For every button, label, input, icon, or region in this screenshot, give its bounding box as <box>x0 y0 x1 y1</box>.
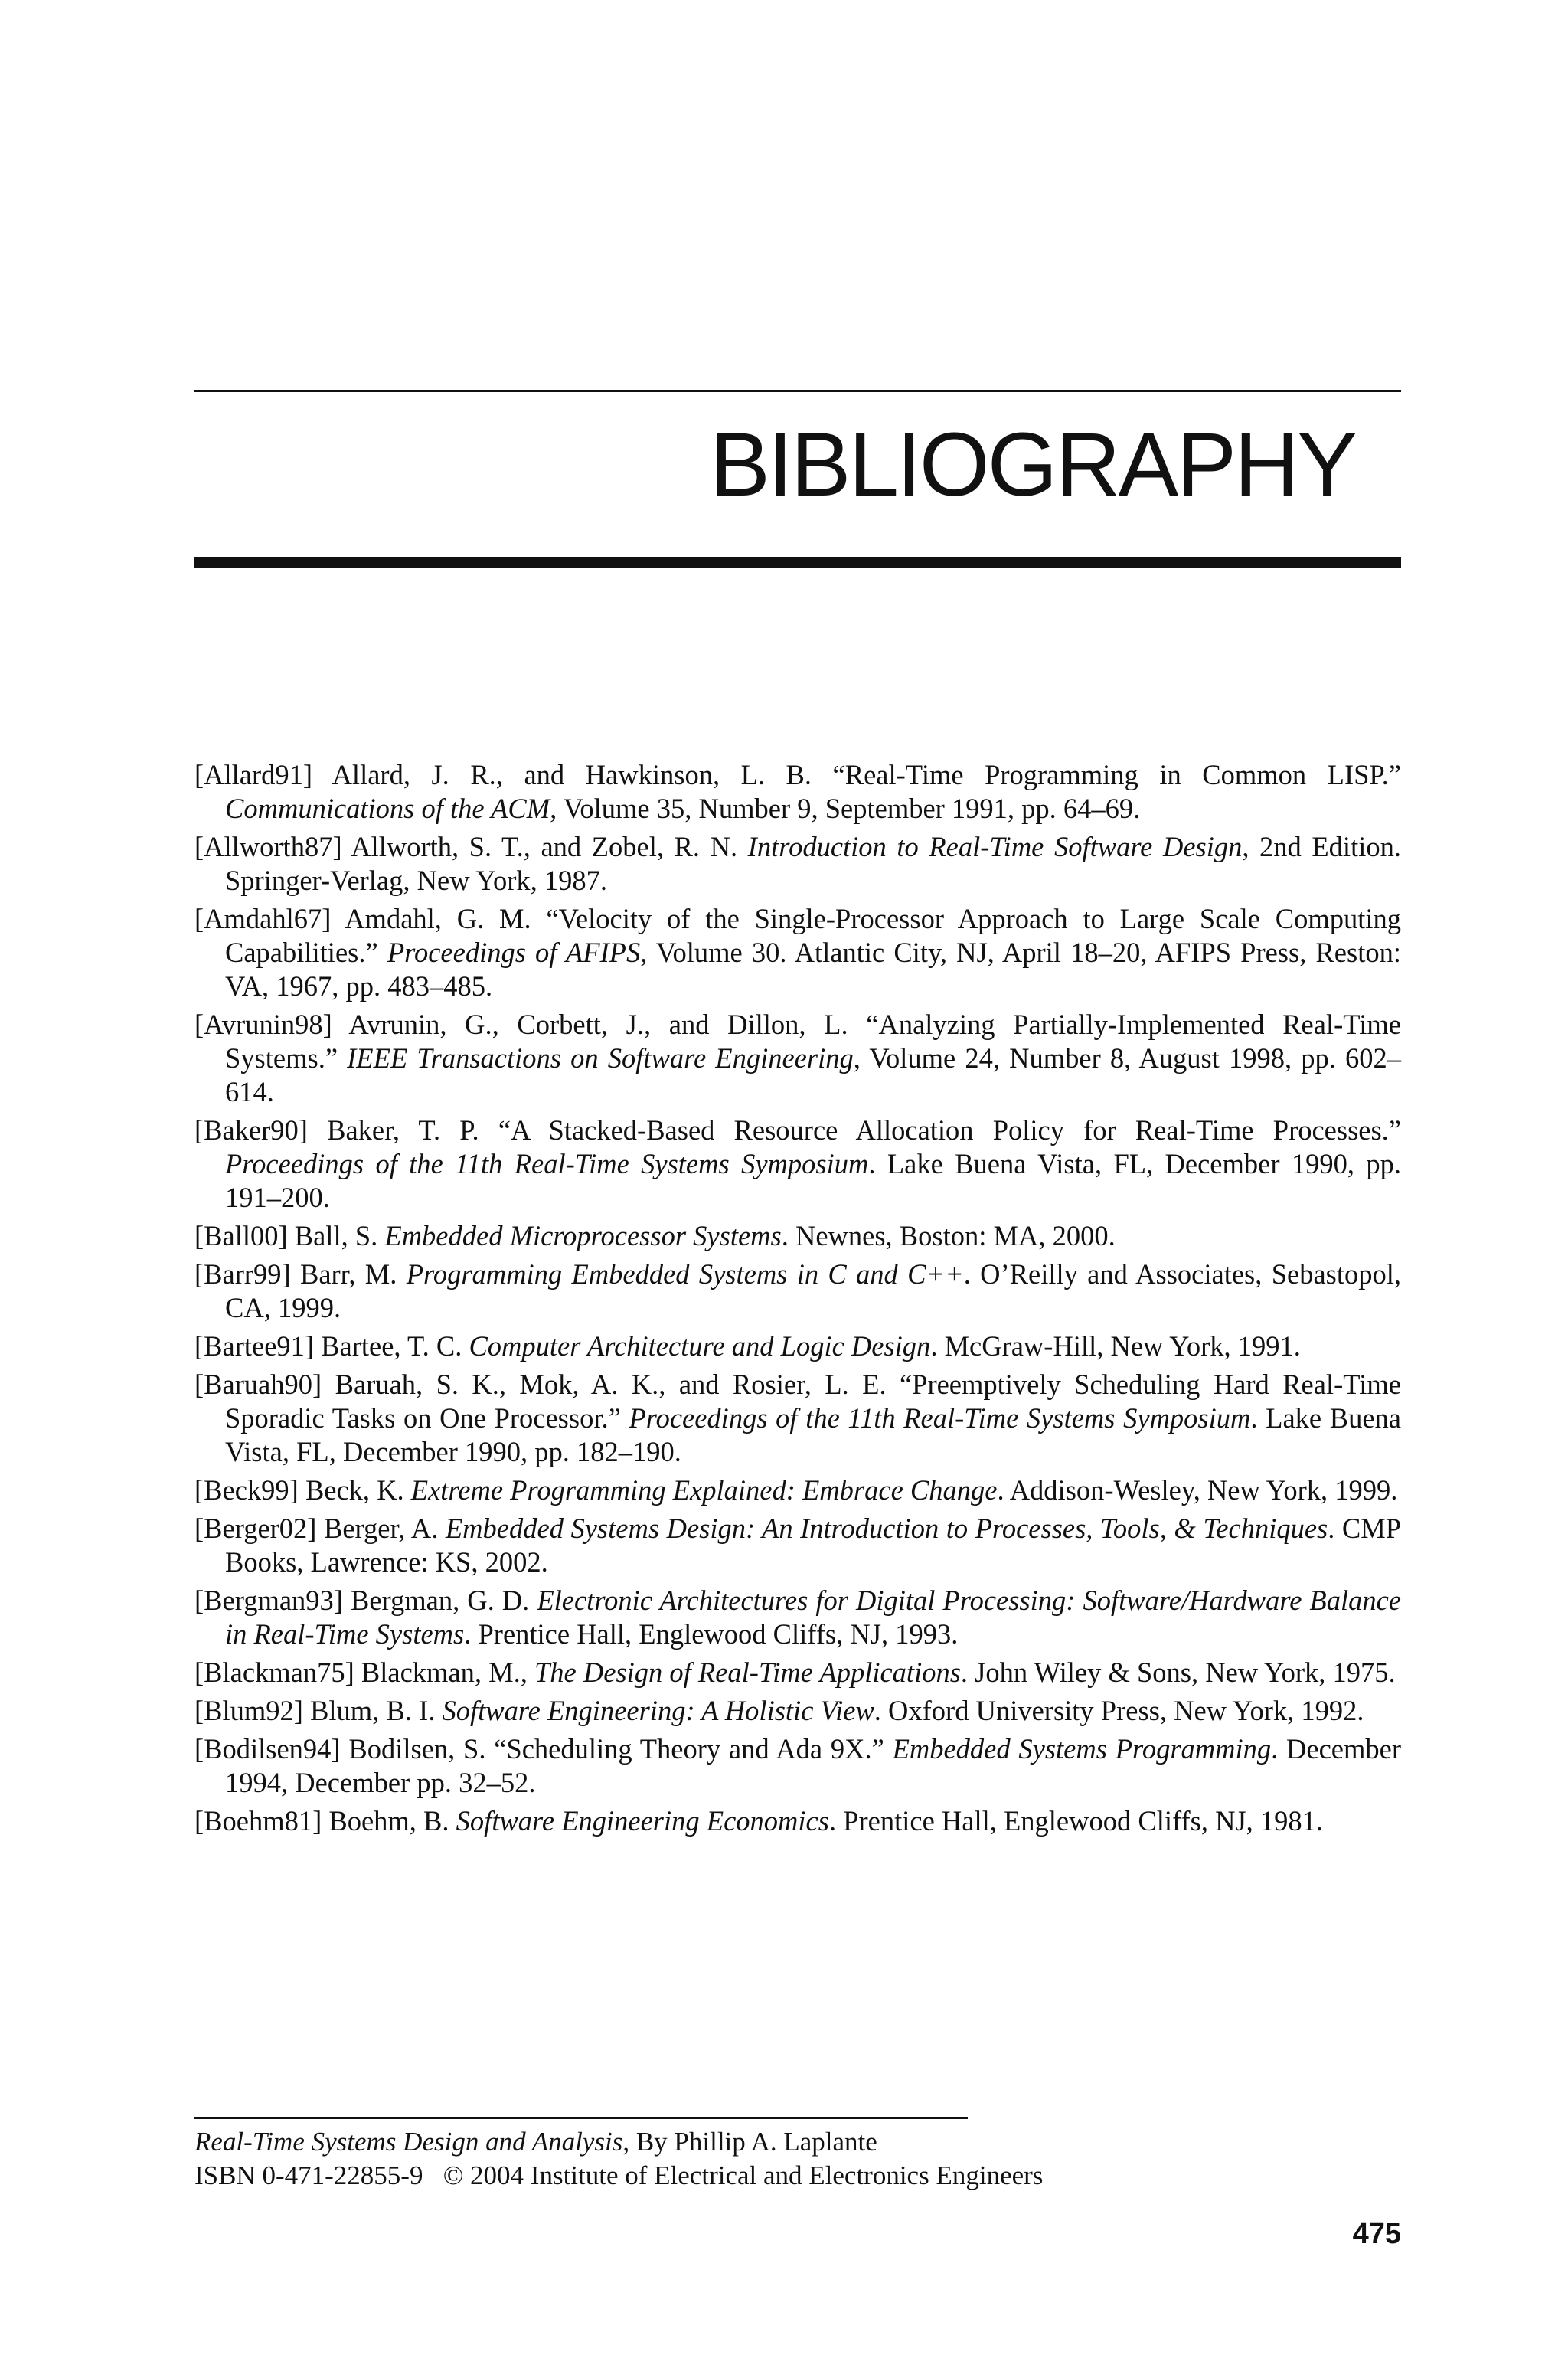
reference-entry <box>194 758 1401 826</box>
reference-text: “Real-Time Programming in Common LISP.” <box>812 759 1401 790</box>
reference-entry <box>194 1512 1401 1579</box>
reference-text: “Scheduling Theory and Ada 9X.” <box>485 1733 893 1765</box>
reference-authors: Baruah, S. K., Mok, A. K., and Rosier, L. E. <box>335 1369 887 1400</box>
reference-key: [Avrunin98] <box>194 1009 332 1040</box>
reference-venue: Embedded Systems Programming <box>892 1733 1272 1765</box>
reference-key: [Bergman93] <box>194 1585 343 1616</box>
reference-venue: Computer Architecture and Logic Design <box>469 1330 931 1362</box>
reference-key: [Blum92] <box>194 1695 303 1726</box>
reference-entry <box>194 1368 1401 1469</box>
reference-text <box>528 1657 534 1688</box>
publication-footnote <box>194 2125 1266 2193</box>
reference-details: . Prentice Hall, Englewood Cliffs, NJ, 1993. <box>464 1618 959 1650</box>
reference-entry <box>194 1258 1401 1325</box>
reference-key: [Barr99] <box>194 1258 291 1290</box>
reference-details: , Volume 30. Atlantic City, NJ, April 18–20, AFIPS Press, Reston: VA, 1967, pp. 483–485. <box>225 937 1401 1002</box>
reference-details: . Lake Buena Vista, FL, December 1990, pp. 191–200. <box>225 1148 1401 1213</box>
footnote-isbn: ISBN 0-471-22855-9 <box>194 2160 423 2190</box>
reference-entry <box>194 1008 1401 1109</box>
reference-authors: Amdahl, G. M. <box>345 903 531 934</box>
reference-venue: Proceedings of the 11th Real-Time Systems Symposium <box>225 1148 869 1179</box>
reference-authors: Allard, J. R., and Hawkinson, L. B. <box>332 759 812 790</box>
reference-details: . Addison-Wesley, New York, 1999. <box>997 1474 1398 1506</box>
reference-details: . Prentice Hall, Englewood Cliffs, NJ, 1981. <box>828 1805 1324 1837</box>
reference-key: [Blackman75] <box>194 1657 354 1688</box>
reference-authors: Bergman, G. D. <box>351 1585 530 1616</box>
reference-authors: Blum, B. I. <box>310 1695 436 1726</box>
reference-details: , Volume 24, Number 8, August 1998, pp. 602–614. <box>225 1042 1401 1107</box>
reference-key: [Allard91] <box>194 759 313 790</box>
reference-authors: Blackman, M., <box>361 1657 528 1688</box>
reference-entry <box>194 1114 1401 1215</box>
reference-venue: Programming Embedded Systems in C and C++ <box>406 1258 964 1290</box>
reference-entry <box>194 1584 1401 1651</box>
reference-entry <box>194 902 1401 1003</box>
reference-authors: Boehm, B. <box>328 1805 449 1837</box>
reference-details: . Lake Buena Vista, FL, December 1990, pp. 182–190. <box>225 1402 1401 1467</box>
reference-key: [Baker90] <box>194 1114 308 1146</box>
reference-details: . McGraw-Hill, New York, 1991. <box>930 1330 1301 1362</box>
reference-key: [Ball00] <box>194 1220 288 1251</box>
reference-details: . December 1994, December pp. 32–52. <box>225 1733 1402 1798</box>
reference-authors: Bodilsen, S. <box>348 1733 486 1765</box>
top-rule <box>194 390 1401 392</box>
reference-entry <box>194 830 1401 898</box>
reference-details: . O’Reilly and Associates, Sebastopol, CA, 1999. <box>225 1258 1402 1323</box>
reference-authors: Avrunin, G., Corbett, J., and Dillon, L. <box>348 1009 848 1040</box>
reference-key: [Allworth87] <box>194 831 342 862</box>
reference-venue: Electronic Architectures for Digital Processing: Software/Hardware Balance in Real-Time Systems <box>225 1585 1402 1650</box>
reference-entry <box>194 1219 1401 1253</box>
footnote-book-title: Real-Time Systems Design and Analysis <box>194 2127 623 2157</box>
reference-text: “A Stacked-Based Resource Allocation Policy for Real-Time Processes.” <box>479 1114 1402 1146</box>
reference-text <box>529 1585 537 1616</box>
reference-details: . CMP Books, Lawrence: KS, 2002. <box>225 1513 1402 1578</box>
reference-entry <box>194 1804 1401 1838</box>
reference-authors: Ball, S. <box>294 1220 378 1251</box>
reference-text: “Preemptively Scheduling Hard Real-Time Sporadic Tasks on One Processor.” <box>225 1369 1401 1434</box>
reference-venue: Communications of the ACM <box>225 793 550 824</box>
reference-venue: Embedded Systems Design: An Introduction to Processes, Tools, & Techniques <box>445 1513 1328 1544</box>
page-number: 475 <box>1352 2218 1401 2250</box>
footnote-rule <box>194 2117 968 2119</box>
reference-authors: Allworth, S. T., and Zobel, R. N. <box>351 831 738 862</box>
reference-key: [Beck99] <box>194 1474 299 1506</box>
reference-venue: Introduction to Real-Time Software Design <box>747 831 1243 862</box>
reference-key: [Bodilsen94] <box>194 1733 341 1765</box>
reference-details: . Newnes, Boston: MA, 2000. <box>781 1220 1116 1251</box>
reference-key: [Baruah90] <box>194 1369 322 1400</box>
reference-authors: Beck, K. <box>305 1474 404 1506</box>
reference-authors: Bartee, T. C. <box>321 1330 462 1362</box>
reference-text <box>404 1474 411 1506</box>
reference-key: [Amdahl67] <box>194 903 332 934</box>
footnote-copyright: © 2004 Institute of Electrical and Electronics Engineers <box>443 2160 1044 2190</box>
reference-authors: Barr, M. <box>299 1258 397 1290</box>
reference-text <box>438 1513 446 1544</box>
reference-venue: Software Engineering Economics <box>456 1805 829 1837</box>
title-underline-rule <box>194 557 1401 568</box>
reference-entry <box>194 1656 1401 1689</box>
reference-venue: Extreme Programming Explained: Embrace Change <box>410 1474 998 1506</box>
footnote-isbn-line <box>194 2159 1266 2193</box>
reference-details: , 2nd Edition. Springer-Verlag, New York, 1987. <box>225 831 1401 896</box>
reference-venue: Software Engineering: A Holistic View <box>442 1695 874 1726</box>
reference-venue: Proceedings of the 11th Real-Time Systems Symposium <box>629 1402 1251 1434</box>
reference-venue: The Design of Real-Time Applications <box>534 1657 961 1688</box>
footnote-byline: , By Phillip A. Laplante <box>622 2127 877 2157</box>
reference-key: [Boehm81] <box>194 1805 322 1837</box>
reference-details: , Volume 35, Number 9, September 1991, pp. 64–69. <box>550 793 1141 824</box>
reference-venue: Embedded Microprocessor Systems <box>384 1220 782 1251</box>
reference-venue: IEEE Transactions on Software Engineering <box>347 1042 854 1074</box>
reference-text <box>397 1258 406 1290</box>
reference-details: . Oxford University Press, New York, 1992. <box>874 1695 1364 1726</box>
reference-entry <box>194 1473 1401 1507</box>
reference-entry <box>194 1330 1401 1363</box>
chapter-title: BIBLIOGRAPHY <box>710 414 1355 515</box>
reference-text: “Velocity of the Single-Processor Approach to Large Scale Computing Capabilities.” <box>225 903 1402 968</box>
reference-authors: Baker, T. P. <box>327 1114 479 1146</box>
reference-details: . John Wiley & Sons, New York, 1975. <box>960 1657 1396 1688</box>
reference-text <box>737 831 748 862</box>
reference-text: “Analyzing Partially-Implemented Real-Time Systems.” <box>225 1009 1401 1074</box>
reference-text <box>449 1805 456 1837</box>
reference-authors: Berger, A. <box>324 1513 439 1544</box>
reference-entry <box>194 1732 1401 1800</box>
reference-venue: Proceedings of AFIPS <box>387 937 641 968</box>
footnote-book-line <box>194 2125 1266 2159</box>
reference-key: [Bartee91] <box>194 1330 315 1362</box>
reference-entry <box>194 1694 1401 1728</box>
reference-list <box>194 758 1401 1843</box>
reference-key: [Berger02] <box>194 1513 317 1544</box>
